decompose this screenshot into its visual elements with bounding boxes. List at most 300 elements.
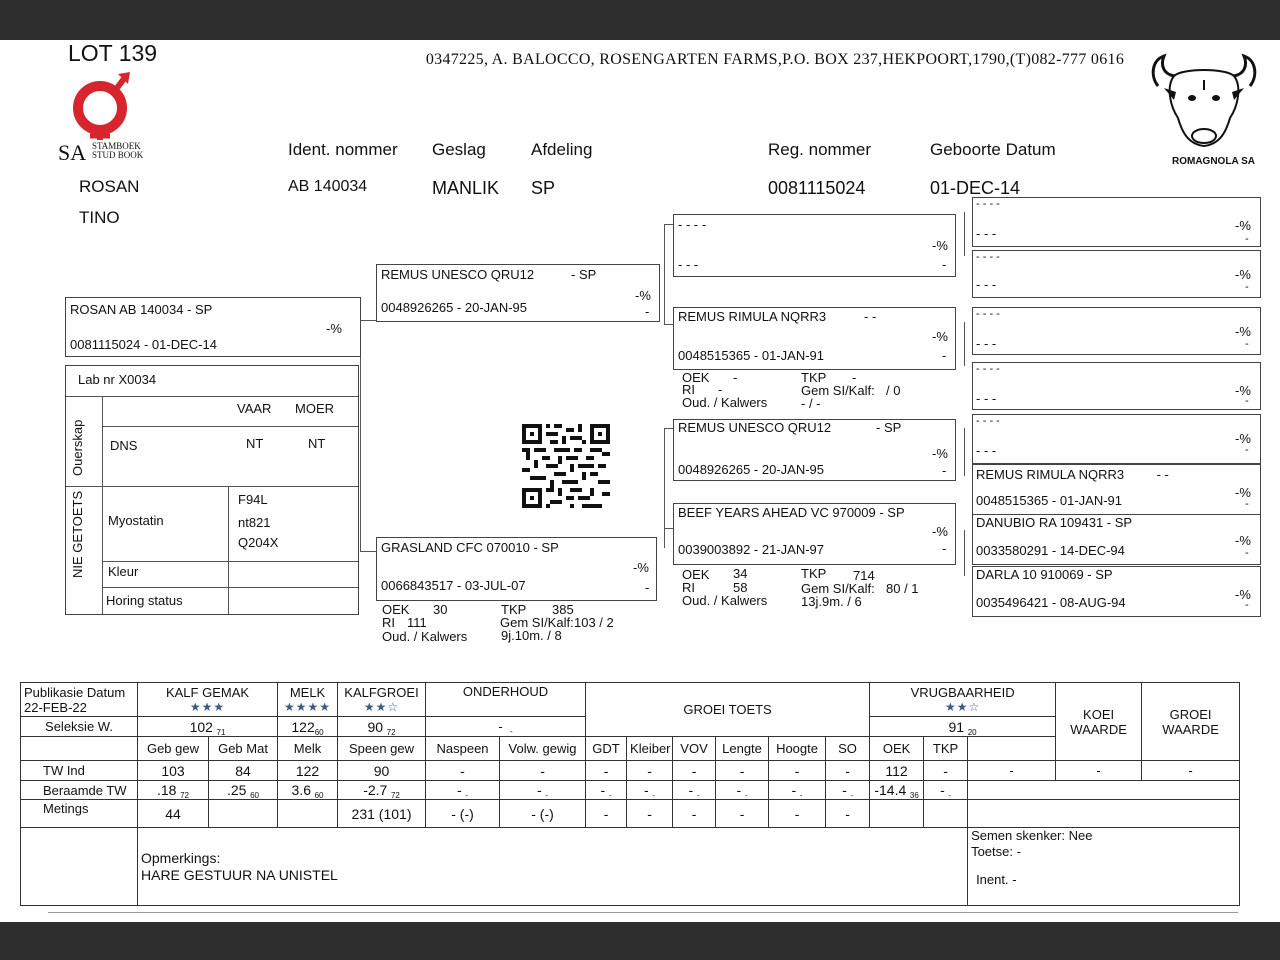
gp4-ri-label: RI xyxy=(682,580,695,595)
gp4-oek: 34 xyxy=(733,566,748,581)
gp2-name: REMUS RIMULA NQRR3 xyxy=(678,309,827,324)
gp3-reg: 0048926265 - 20-JAN-95 xyxy=(678,462,824,477)
nie-getoets-label: NIE GETOETS xyxy=(70,490,85,578)
btw-accuracy: - xyxy=(696,791,700,800)
tw-cell: - xyxy=(716,761,769,781)
sel-groei xyxy=(338,717,426,737)
sel-vrug xyxy=(870,717,1056,737)
gp3-name: REMUS UNESCO QRU12 xyxy=(678,420,832,435)
kalfgroei-stars: ★★☆ xyxy=(363,699,400,714)
dob-label: Geboorte Datum xyxy=(930,140,1056,159)
gp1-reg: - - - xyxy=(678,257,699,272)
connector xyxy=(360,320,376,321)
ggp3-name: - - - - xyxy=(976,308,1000,320)
tw-label: TW Ind xyxy=(21,761,138,781)
ggp4-dash: - xyxy=(1245,395,1249,407)
sel-groei-value: 90 xyxy=(367,718,384,735)
btw-cell xyxy=(338,781,426,800)
animal-pedigree-box xyxy=(65,297,361,357)
btw-value: - xyxy=(688,782,694,798)
met-cell: - xyxy=(826,800,870,828)
ggp-box-4 xyxy=(972,362,1261,410)
gp4-oek-label: OEK xyxy=(682,567,710,582)
gp2-ri-label: RI xyxy=(682,382,695,397)
ggp4-pct: -% xyxy=(1235,383,1251,398)
connector xyxy=(964,212,965,256)
pub-date: 22-FEB-22 xyxy=(24,699,87,715)
ggp4-name: - - - - xyxy=(976,363,1000,375)
melk-label: MELK xyxy=(289,684,326,700)
kalf-gemak-label: KALF GEMAK xyxy=(165,684,250,700)
btw-accuracy: - xyxy=(652,791,656,800)
met-cell xyxy=(870,800,924,828)
dam-oud-label: Oud. / Kalwers xyxy=(382,629,468,644)
dam-dash: - xyxy=(645,580,650,595)
tw-cell: 103 xyxy=(138,761,209,781)
kalf-gemak-head xyxy=(138,683,278,717)
tw-cell: - xyxy=(586,761,627,781)
remarks-cell xyxy=(138,828,968,906)
dam-tkp-label: TKP xyxy=(501,602,527,617)
melk-head xyxy=(278,683,338,717)
kalfgroei-head xyxy=(338,683,426,717)
dam-tkp: 385 xyxy=(552,602,574,617)
self-line1: ROSAN AB 140034 - SP xyxy=(70,302,213,317)
btw-accuracy: - xyxy=(850,791,854,800)
btw-cell xyxy=(769,781,826,800)
gp2-section: - - xyxy=(864,309,877,324)
btw-cell xyxy=(278,781,338,800)
gp2-tkp-label: TKP xyxy=(801,370,827,385)
btw-value: -2.7 xyxy=(363,782,388,798)
sel-vrug-acc: 20 xyxy=(967,727,977,737)
vrugbaarheid-label: VRUGBAARHEID xyxy=(910,684,1015,700)
metings-row xyxy=(21,800,1240,828)
btw-accuracy: - xyxy=(744,791,748,800)
remarks-row xyxy=(21,828,1240,906)
dns-vaar: NT xyxy=(246,436,264,451)
gp3-pct: -% xyxy=(932,446,948,461)
ggp-box-3 xyxy=(972,307,1261,355)
btw-fill xyxy=(968,781,1240,800)
kleur-label: Kleur xyxy=(108,564,139,579)
col-head: Geb Mat xyxy=(209,737,278,761)
btw-cell xyxy=(586,781,627,800)
sire-name: REMUS UNESCO QRU12 xyxy=(381,267,535,282)
ident-label: Ident. nommer xyxy=(288,140,398,159)
lab-section xyxy=(65,365,359,615)
gp4-oud: 13j.9m. / 6 xyxy=(801,594,862,609)
gp2-oek: - xyxy=(733,370,738,385)
ggp6-dash: - xyxy=(1245,498,1249,510)
remarks-blank xyxy=(21,828,138,906)
tw-cell: - xyxy=(673,761,716,781)
gp-box-1 xyxy=(673,214,956,277)
koei-waarde-head: KOEI WAARDE xyxy=(1056,683,1142,761)
extra-info-cell xyxy=(968,828,1240,906)
col-head: TKP xyxy=(924,737,968,761)
gp-box-4 xyxy=(673,503,956,565)
gp4-pct: -% xyxy=(932,524,948,539)
tw-cell: - xyxy=(924,761,968,781)
connector xyxy=(664,528,673,529)
sel-ond xyxy=(426,717,586,737)
section-label: Afdeling xyxy=(531,140,593,159)
connector xyxy=(964,428,965,476)
btw-cell xyxy=(924,781,968,800)
sire-reg: 0048926265 - 20-JAN-95 xyxy=(381,300,527,315)
btw-accuracy: - xyxy=(545,791,548,800)
col-head: SO xyxy=(826,737,870,761)
btw-value: - xyxy=(791,782,797,798)
btw-cell xyxy=(870,781,924,800)
sel-groei-acc: 72 xyxy=(386,727,396,737)
gp4-tkp: 714 xyxy=(853,568,875,583)
dns-label: DNS xyxy=(110,438,138,453)
ggp6-reg: 0048515365 - 01-JAN-91 xyxy=(976,493,1122,508)
reg-value: 0081115024 xyxy=(768,178,866,198)
btw-cell xyxy=(826,781,870,800)
tw-cell: - xyxy=(627,761,673,781)
btw-value: .18 xyxy=(157,782,177,798)
ggp2-pct: -% xyxy=(1235,267,1251,282)
met-cell: 231 (101) xyxy=(338,800,426,828)
myostatin-3: Q204X xyxy=(238,535,279,550)
logo-line2: STUD BOOK xyxy=(92,150,144,160)
sex-label: Geslag xyxy=(432,140,486,159)
tw-cell: - xyxy=(500,761,586,781)
gp2-ri: - xyxy=(718,382,723,397)
tw-cell: 84 xyxy=(209,761,278,781)
col-head: Lengte xyxy=(716,737,769,761)
gp2-oud-label: Oud. / Kalwers xyxy=(682,395,768,410)
sa-studbook-logo xyxy=(58,70,158,165)
met-cell: - xyxy=(586,800,627,828)
connector xyxy=(664,324,673,325)
vaar-label: VAAR xyxy=(237,401,272,416)
gp4-oud-label: Oud. / Kalwers xyxy=(682,593,768,608)
ggp-box-8 xyxy=(972,566,1261,617)
ggp7-reg: 0033580291 - 14-DEC-94 xyxy=(976,543,1125,558)
ggp5-reg: - - - xyxy=(976,443,997,458)
animal-name-2: TINO xyxy=(79,208,120,227)
met-cell xyxy=(209,800,278,828)
gp2-reg: 0048515365 - 01-JAN-91 xyxy=(678,348,824,363)
btw-value: - xyxy=(940,782,945,798)
ggp8-name: DARLA 10 910069 - SP xyxy=(976,567,1113,582)
tw-cell: - xyxy=(426,761,500,781)
sel-kalf-acc: 71 xyxy=(216,727,226,737)
gp2-gem-label: Gem SI/Kalf: xyxy=(801,383,875,398)
vrugbaarheid-stars: ★★☆ xyxy=(944,699,981,714)
tw-cell: - xyxy=(769,761,826,781)
section-value: SP xyxy=(531,178,556,198)
dam-gem: 103 / 2 xyxy=(574,615,614,630)
sex-value: MANLIK xyxy=(432,178,500,198)
ggp7-pct: -% xyxy=(1235,533,1251,548)
self-pct: -% xyxy=(326,321,342,336)
sel-melk-value: 122 xyxy=(291,718,315,735)
dam-name: GRASLAND CFC 070010 - SP xyxy=(381,540,559,555)
gp4-reg: 0039003892 - 21-JAN-97 xyxy=(678,542,824,557)
dam-ri: 111 xyxy=(407,615,427,630)
gp2-pct: -% xyxy=(932,329,948,344)
logo-stamboek xyxy=(92,142,143,160)
btw-cell xyxy=(627,781,673,800)
btw-label: Beraamde TW xyxy=(21,781,138,800)
dam-pct: -% xyxy=(633,560,649,575)
gp1-dash: - xyxy=(942,257,947,272)
btw-accuracy: 72 xyxy=(390,791,400,800)
connector xyxy=(360,551,376,552)
connector xyxy=(664,224,665,324)
remarks-text: HARE GESTUUR NA UNISTEL xyxy=(141,867,338,883)
col-head: Geb gew xyxy=(138,737,209,761)
sel-ond-acc: - xyxy=(509,727,513,736)
pub-label: Publikasie Datum xyxy=(24,684,126,700)
dam-reg: 0066843517 - 03-JUL-07 xyxy=(381,578,526,593)
col-head: Volw. gewig xyxy=(500,737,586,761)
met-cell: - xyxy=(673,800,716,828)
tw-waarde-cell: - xyxy=(1056,761,1142,781)
col-head: VOV xyxy=(673,737,716,761)
gp3-dash: - xyxy=(942,463,947,478)
gp2-oud: - / - xyxy=(801,396,821,411)
btw-accuracy: - xyxy=(608,791,612,800)
tw-cell: 90 xyxy=(338,761,426,781)
ggp4-reg: - - - xyxy=(976,391,997,406)
moer-label: MOER xyxy=(295,401,334,416)
btw-accuracy: - xyxy=(465,791,468,800)
btw-accuracy: 60 xyxy=(250,791,259,800)
ggp2-dash: - xyxy=(1245,281,1249,293)
sel-melk xyxy=(278,717,338,737)
logo-sa: SA xyxy=(58,140,87,165)
gp3-section: - SP xyxy=(876,420,902,435)
ggp-box-7 xyxy=(972,514,1261,565)
btw-accuracy: 72 xyxy=(180,791,189,800)
ggp1-name: - - - - xyxy=(976,198,1000,210)
ggp-box-1 xyxy=(972,197,1261,247)
tw-cell: 112 xyxy=(870,761,924,781)
ggp3-reg: - - - xyxy=(976,336,997,351)
ggp8-dash: - xyxy=(1245,599,1249,611)
performance-table xyxy=(20,682,1240,906)
sire-dash: - xyxy=(645,304,650,319)
tw-ind-row xyxy=(21,761,1240,781)
met-cell: - xyxy=(627,800,673,828)
connector xyxy=(664,224,673,225)
btw-value: - xyxy=(457,782,462,798)
beraamde-tw-row xyxy=(21,781,1240,800)
connector xyxy=(964,530,965,576)
btw-accuracy: - xyxy=(799,791,803,800)
sel-kalf-value: 102 xyxy=(189,718,213,735)
sel-ond-value: - xyxy=(498,719,503,734)
ggp5-dash: - xyxy=(1245,444,1249,456)
btw-value: - xyxy=(537,782,542,798)
btw-accuracy: - xyxy=(948,791,952,800)
met-cell xyxy=(924,800,968,828)
dam-gem-label: Gem SI/Kalf: xyxy=(500,615,574,630)
ggp1-reg: - - - xyxy=(976,226,997,241)
col-head: Speen gew xyxy=(338,737,426,761)
gp2-dash: - xyxy=(942,348,947,363)
bottom-bar xyxy=(0,922,1280,960)
top-bar xyxy=(0,0,1280,40)
gp4-dash: - xyxy=(942,541,947,556)
sire-box xyxy=(376,264,660,322)
ggp1-pct: -% xyxy=(1235,218,1251,233)
dam-oek: 30 xyxy=(433,602,448,617)
kalfgroei-label: KALFGROEI xyxy=(344,684,419,700)
gp4-tkp-label: TKP xyxy=(801,566,827,581)
tw-waarde-cell: - xyxy=(1142,761,1240,781)
ouerskap-label: Ouerskap xyxy=(70,419,85,476)
horing-label: Horing status xyxy=(106,593,183,608)
blank-head xyxy=(21,737,138,761)
connector xyxy=(964,322,965,366)
btw-cell xyxy=(426,781,500,800)
met-cell: - (-) xyxy=(426,800,500,828)
col-head: Melk xyxy=(278,737,338,761)
btw-value: - xyxy=(842,782,847,798)
ggp-box-6 xyxy=(972,464,1261,515)
ggp-box-5 xyxy=(972,414,1261,464)
btw-cell xyxy=(500,781,586,800)
btw-cell xyxy=(716,781,769,800)
ggp7-name: DANUBIO RA 109431 - SP xyxy=(976,515,1133,530)
gp2-oek-label: OEK xyxy=(682,370,710,385)
btw-cell xyxy=(209,781,278,800)
gp4-name: BEEF YEARS AHEAD VC 970009 - SP xyxy=(678,505,905,520)
dam-oud: 9j.10m. / 8 xyxy=(501,628,562,643)
gp2-tkp: - xyxy=(852,370,857,385)
gp-box-3 xyxy=(673,419,956,481)
ggp-box-2 xyxy=(972,250,1261,298)
gp4-ri: 58 xyxy=(733,580,748,595)
groei-toets-head: GROEI TOETS xyxy=(586,683,870,737)
btw-value: - xyxy=(600,782,606,798)
semen-donor: Semen skenker: Nee xyxy=(971,828,1093,843)
dns-moer: NT xyxy=(308,436,326,451)
btw-accuracy: 36 xyxy=(909,791,919,800)
melk-stars: ★★★★ xyxy=(284,699,332,714)
ggp7-dash: - xyxy=(1245,547,1249,559)
met-fill xyxy=(968,800,1240,828)
ggp5-pct: -% xyxy=(1235,431,1251,446)
ggp5-name: - - - - xyxy=(976,415,1000,427)
btw-accuracy: 60 xyxy=(314,791,324,800)
ggp2-name: - - - - xyxy=(976,251,1000,263)
gp1-pct: -% xyxy=(932,238,948,253)
btw-value: - xyxy=(736,782,742,798)
sel-kalf xyxy=(138,717,278,737)
groei-waarde-head: GROEI WAARDE xyxy=(1142,683,1240,761)
btw-value: 3.6 xyxy=(291,782,311,798)
col-head: OEK xyxy=(870,737,924,761)
col-head: Naspeen xyxy=(426,737,500,761)
gp2-gem: / 0 xyxy=(886,383,901,398)
qr-code xyxy=(522,424,610,508)
col-head: Kleiber xyxy=(627,737,673,761)
met-label: Metings xyxy=(21,800,138,828)
myostatin-1: F94L xyxy=(238,492,268,507)
btw-value: .25 xyxy=(227,782,247,798)
btw-cell xyxy=(673,781,716,800)
met-cell: 44 xyxy=(138,800,209,828)
dam-ri-label: RI xyxy=(382,615,395,630)
lab-nr: Lab nr X0034 xyxy=(78,372,157,387)
reg-label: Reg. nommer xyxy=(768,140,871,159)
col-head: GDT xyxy=(586,737,627,761)
myostatin-label: Myostatin xyxy=(108,513,164,528)
sire-section: - SP xyxy=(571,267,597,282)
ident-value: AB 140034 xyxy=(288,178,368,195)
bull-head-icon xyxy=(1146,46,1262,152)
btw-cell xyxy=(138,781,209,800)
logo-line1: STAMBOEK xyxy=(92,141,141,151)
vrugbaarheid-head xyxy=(870,683,1056,717)
pub-date-cell xyxy=(21,683,138,717)
ggp1-dash: - xyxy=(1245,233,1249,245)
met-cell: - xyxy=(716,800,769,828)
sel-vrug-value: 91 xyxy=(948,718,965,735)
lot-number: LOT 139 xyxy=(68,40,158,66)
ggp6-name: REMUS RIMULA NQRR3 - - xyxy=(976,467,1169,482)
seleksie-label: Seleksie W. xyxy=(21,717,138,737)
col-head: Hoogte xyxy=(769,737,826,761)
sire-pct: -% xyxy=(635,288,651,303)
onderhoud-head: ONDERHOUD xyxy=(426,683,586,717)
met-cell xyxy=(278,800,338,828)
tw-cell: 122 xyxy=(278,761,338,781)
footer-line xyxy=(48,912,1238,913)
dam-oek-label: OEK xyxy=(382,602,410,617)
studbook-symbol-icon xyxy=(58,70,158,140)
breeder-address: 0347225, A. BALOCCO, ROSENGARTEN FARMS,P.O. BOX 237,HEKPOORT,1790,(T)082-777 0616 xyxy=(425,51,1125,68)
self-line2: 0081115024 - 01-DEC-14 xyxy=(70,337,217,352)
gp1-name: - - - - xyxy=(678,217,707,232)
ggp3-dash: - xyxy=(1245,338,1249,350)
qr-code-icon xyxy=(522,424,610,508)
ggp3-pct: -% xyxy=(1235,324,1251,339)
btw-value: -14.4 xyxy=(874,782,907,798)
connector xyxy=(664,428,665,548)
ggp8-pct: -% xyxy=(1235,587,1251,602)
gp4-gem-label: Gem SI/Kalf: xyxy=(801,581,875,596)
breed-label: ROMAGNOLA SA xyxy=(1172,156,1255,167)
animal-name-1: ROSAN xyxy=(79,177,140,196)
romagnola-logo xyxy=(1146,46,1262,172)
tw-cell: - xyxy=(826,761,870,781)
ggp8-reg: 0035496421 - 08-AUG-94 xyxy=(976,595,1126,610)
gp-box-2 xyxy=(673,307,956,370)
met-cell: - xyxy=(769,800,826,828)
dam-box xyxy=(376,537,657,601)
ggp2-reg: - - - xyxy=(976,277,997,292)
inent: Inent. - xyxy=(976,872,1017,887)
myostatin-2: nt821 xyxy=(238,515,271,530)
kalf-gemak-stars: ★★★ xyxy=(189,699,226,714)
remarks-label: Opmerkings: xyxy=(141,850,221,866)
btw-value: - xyxy=(644,782,649,798)
connector xyxy=(664,428,673,429)
gp4-gem: 80 / 1 xyxy=(886,581,919,596)
ggp6-pct: -% xyxy=(1235,485,1251,500)
dob-value: 01-DEC-14 xyxy=(930,178,1021,198)
tw-waarde-cell: - xyxy=(968,761,1056,781)
